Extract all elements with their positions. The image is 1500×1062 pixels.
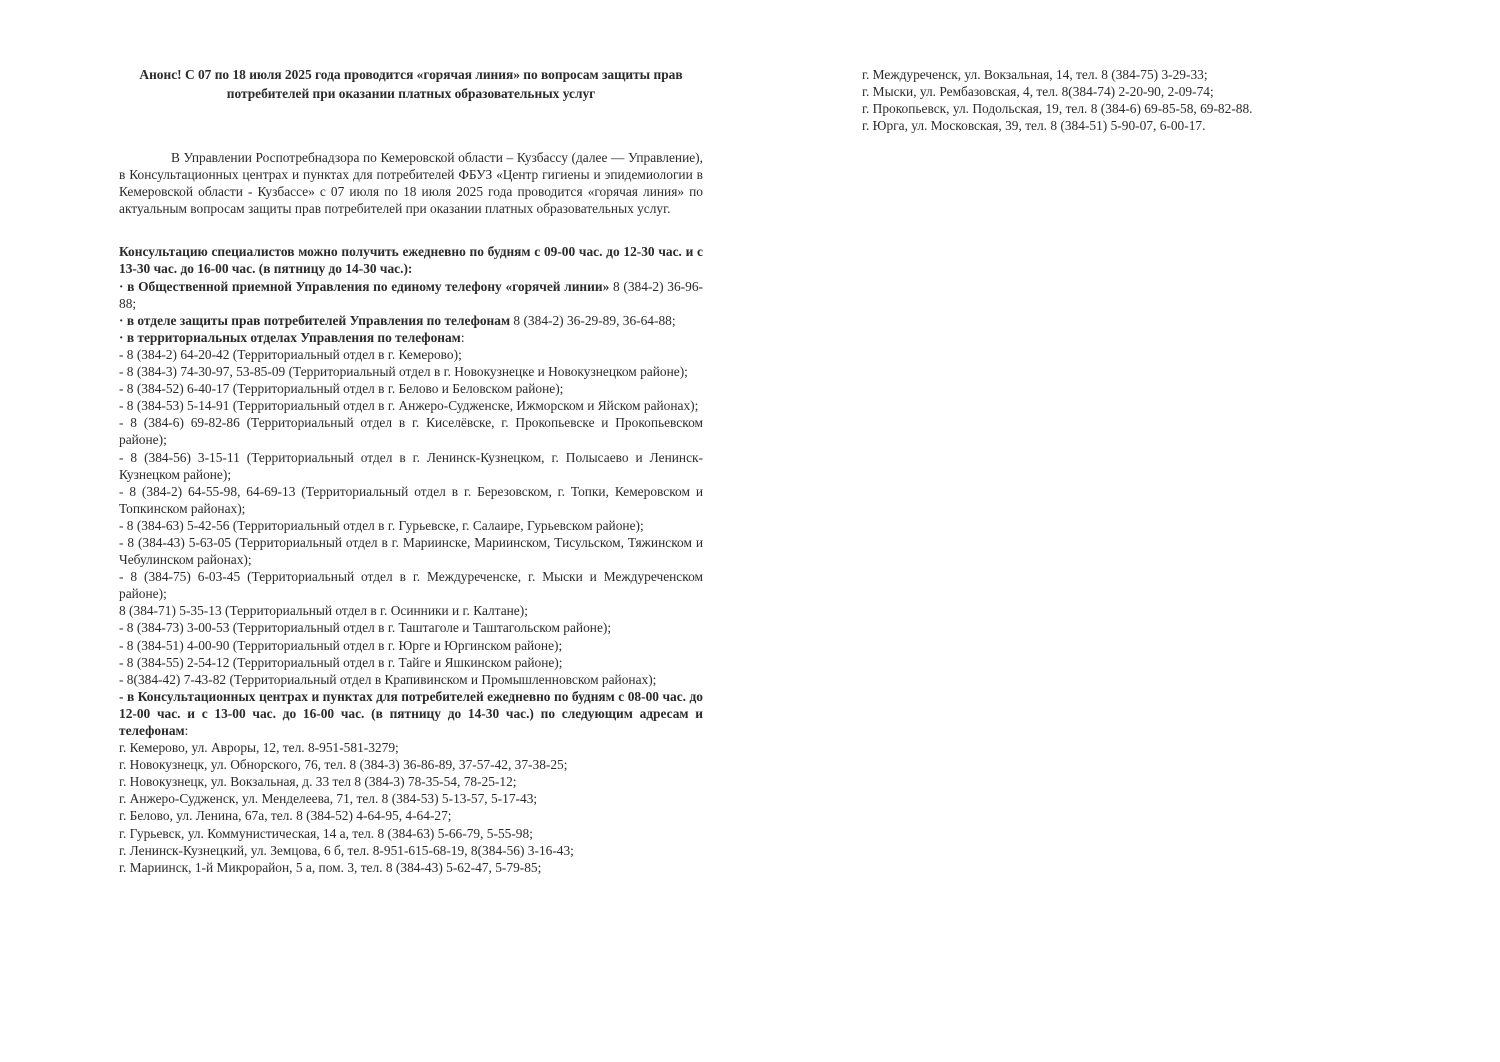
address-entry: г. Междуреченск, ул. Вокзальная, 14, тел. 8 (384-75) 3-29-33; [862,67,1208,82]
territorial-entry: - 8 (384-2) 64-20-42 (Территориальный отдел в г. Кемерово); [119,346,462,362]
address-entry: г. Ленинск-Кузнецкий, ул. Земцова, 6 б, тел. 8-951-615-68-19, 8(384-56) 3-16-43; [119,842,574,858]
left-column [119,66,703,876]
address-entry: г. Прокопьевск, ул. Подольская, 19, тел. 8 (384-6) 69-85-58, 69-82-88. [862,101,1253,117]
consumer-dept-phones: 8 (384-2) 36-29-89, 36-64-88; [510,312,676,328]
consumer-dept-label: · в отделе защиты прав потребителей Управления по телефонам [119,312,511,328]
territorial-colon: : [460,329,465,345]
hotline-item-label: · в Общественной приемной Управления по единому телефону «горячей линии» [119,278,610,294]
address-entry: г. Юрга, ул. Московская, 39, тел. 8 (384-51) 5-90-07, 6-00-17. [862,118,1206,134]
territorial-entry: - 8 (384-6) 69-82-86 (Территориальный отдел в г. Киселёвске, г. Прокопьевске и Прокопьевском районе); [119,415,703,448]
address-entry: г. Мыски, ул. Рембазовская, 4, тел. 8(384-74) 2-20-90, 2-09-74; [862,84,1214,100]
intro-paragraph: В Управлении Роспотребнадзора по Кемеровской области – Кузбассу (далее — Управление), в Консультационных центрах и пунктах для потребителей ФБУЗ «Центр гигиены и эпидемиологии в Кемеровской области - Кузбассе» с 07 июля по 18 июля 2025 года проводится «горячая линия» по актуальным вопросам защиты прав потребителей при оказании платных образовательных услуг. [119,150,703,217]
address-entry: г. Новокузнецк, ул. Вокзальная, д. 33 тел 8 (384-3) 78-35-54, 78-25-12; [119,774,517,790]
document-title: Анонс! С 07 по 18 июля 2025 года проводится «горячая линия» по вопросам защиты прав потребителей при оказании платных образовательных услуг [139,67,683,101]
right-column [862,66,1332,134]
territorial-entry: - 8 (384-56) 3-15-11 (Территориальный отдел в г. Ленинск-Кузнецком, г. Полысаево и Ленинск-Кузнецком районе); [119,449,703,482]
territorial-entry: - 8 (384-75) 6-03-45 (Территориальный отдел в г. Междуреченске, г. Мыски и Междуреченском районе); [119,569,703,602]
consumer-dept-item [119,312,703,329]
consultation-header: Консультацию специалистов можно получить ежедневно по будням с 09-00 час. до 12-30 час. и с 13-30 час. до 16-00 час. (в пятницу до 14-30 час.): [119,244,703,277]
address-entry: г. Гурьевск, ул. Коммунистическая, 14 а, тел. 8 (384-63) 5-66-79, 5-55-98; [119,825,533,841]
hotline-item-phone: 8 (384-2) 36-96-88; [119,278,703,311]
territorial-entry: - 8 (384-52) 6-40-17 (Территориальный отдел в г. Белово и Беловском районе); [119,381,564,397]
territorial-entry: - 8 (384-55) 2-54-12 (Территориальный отдел в г. Тайге и Яшкинском районе); [119,654,563,670]
address-entry: г. Мариинск, 1-й Микрорайон, 5 а, пом. 3, тел. 8 (384-43) 5-62-47, 5-79-85; [119,859,542,875]
centers-item [119,688,703,739]
hotline-item [119,278,703,312]
territorial-entry: - 8 (384-73) 3-00-53 (Территориальный отдел в г. Таштаголе и Таштагольском районе); [119,620,612,636]
centers-colon: : [184,723,189,738]
territorial-label: · в территориальных отделах Управления по телефонам [119,329,461,345]
address-entry: г. Белово, ул. Ленина, 67а, тел. 8 (384-52) 4-64-95, 4-64-27; [119,808,452,824]
address-entry: г. Кемерово, ул. Авроры, 12, тел. 8-951-581-3279; [119,740,399,756]
address-entry: г. Новокузнецк, ул. Обнорского, 76, тел. 8 (384-3) 36-86-89, 37-57-42, 37-38-25; [119,757,568,773]
territorial-list [119,346,703,688]
centers-label: - в Консультационных центрах и пунктах для потребителей ежедневно по будням с 08-00 час. до 12-00 час. и с 13-00 час. до 16-00 час. (в пятницу до 14-30 час.) по следующим адресам и телефонам [119,688,703,738]
territorial-entry: - 8(384-42) 7-43-82 (Территориальный отдел в Крапивинском и Промышленновском районах); [119,671,657,687]
territorial-entry: - 8 (384-3) 74-30-97, 53-85-09 (Территориальный отдел в г. Новокузнецке и Новокузнецком районе); [119,364,688,380]
territorial-entry: - 8 (384-43) 5-63-05 (Территориальный отдел в г. Мариинске, Мариинском, Тисульском, Тяжинском и Чебулинском районах); [119,534,703,568]
address-list-left [119,739,703,876]
address-entry: г. Анжеро-Судженск, ул. Менделеева, 71, тел. 8 (384-53) 5-13-57, 5-17-43; [119,791,538,807]
territorial-entry: - 8 (384-2) 64-55-98, 64-69-13 (Территориальный отдел в г. Березовском, г. Топки, Кемеровском и Топкинском районах); [119,483,703,516]
territorial-item [119,329,703,346]
territorial-entry: 8 (384-71) 5-35-13 (Территориальный отдел в г. Осинники и г. Калтане); [119,603,528,619]
territorial-entry: - 8 (384-63) 5-42-56 (Территориальный отдел в г. Гурьевске, г. Салаире, Гурьевском районе); [119,517,644,533]
territorial-entry: - 8 (384-53) 5-14-91 (Территориальный отдел в г. Анжеро-Судженске, Ижморском и Яйском районах); [119,398,699,414]
territorial-entry: - 8 (384-51) 4-00-90 (Территориальный отдел в г. Юрге и Юргинском районе); [119,637,563,653]
address-list-right [862,66,1332,134]
